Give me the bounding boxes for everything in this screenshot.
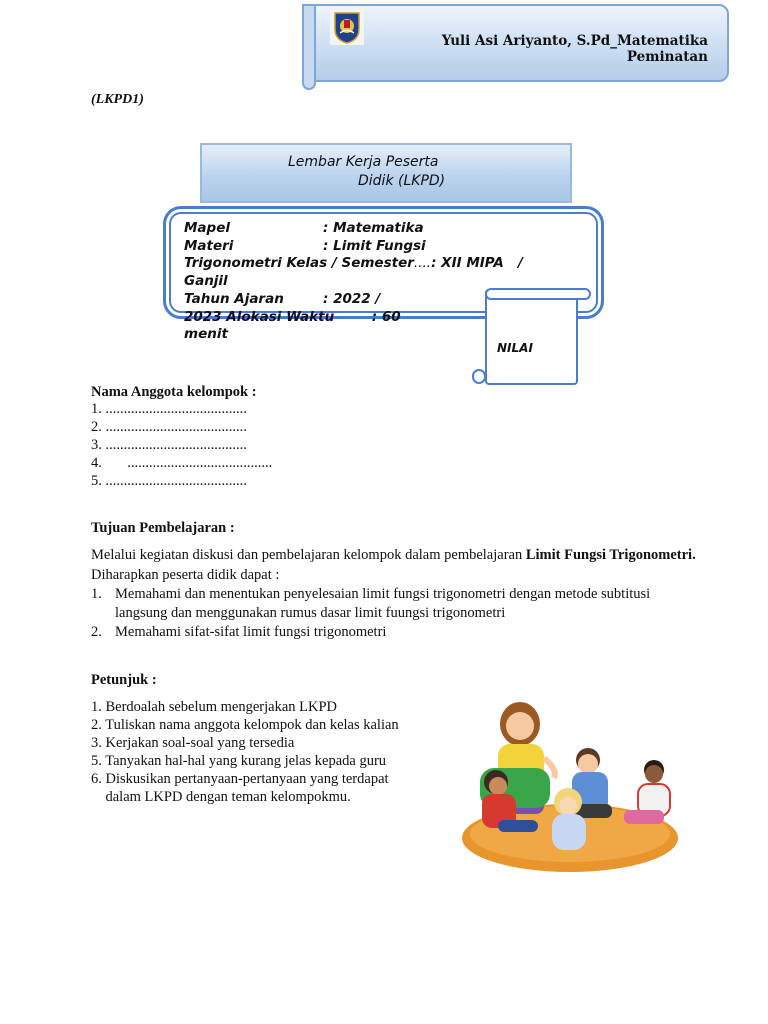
school-crest-logo [330, 9, 364, 45]
objective-text-2: Memahami sifat-sifat limit fungsi trigonometri [115, 624, 387, 640]
header-author [380, 33, 708, 65]
info-row-materi: Materi : Limit Fungsi [184, 237, 426, 254]
info-materi-label: Materi [184, 237, 234, 254]
objectives-intro-bold: Limit Fungsi Trigonometri. [525, 547, 696, 563]
instruction-item-1: 1. Berdoalah sebelum mengerjakan LKPD [91, 699, 338, 715]
info-row-ganjil: Ganjil [184, 273, 228, 290]
info-row-kelas: Trigonometri Kelas / Semester....: XII MIPA / [184, 255, 523, 272]
info-row-tahun: Tahun Ajaran : 2022 / [184, 290, 381, 307]
member-line-1[interactable]: 1. ....................................... [91, 401, 247, 417]
instruction-item-3: 3. Kerjakan soal-soal yang tersedia [91, 735, 295, 751]
member-line-4[interactable]: 4. ........................................ [91, 455, 273, 471]
author-name: Yuli Asi Ariyanto, S.Pd_Matematika [441, 33, 708, 49]
objective-item-1 [91, 585, 701, 623]
lkpd-code-label: (LKPD1) [91, 92, 144, 107]
instruction-item-5: 5. Tanyakan hal-hal yang kurang jelas kepada guru [91, 753, 387, 769]
title-line-1: Lembar Kerja Peserta [288, 154, 439, 170]
instruction-item-6: 6. Diskusikan pertanyaan-pertanyaan yang terdapat [91, 771, 389, 787]
info-row-menit: menit [184, 326, 228, 343]
info-row-alokasi: 2023 Alokasi Waktu : 60 [184, 308, 401, 325]
objectives-intro-a: Melalui kegiatan diskusi dan pembelajaran kelompok dalam pembelajaran [91, 547, 526, 563]
objective-num-2: 2. [91, 624, 102, 640]
member-line-5[interactable]: 5. ....................................... [91, 473, 247, 489]
nilai-scroll-curl-top [485, 288, 591, 300]
author-subject: Peminatan [626, 49, 708, 65]
nilai-scroll-curl-bottom [472, 369, 486, 384]
nilai-label: NILAI [497, 341, 533, 355]
page-title [250, 153, 530, 191]
title-line-2: Didik (LKPD) [358, 173, 446, 189]
objectives-heading: Tujuan Pembelajaran : [91, 520, 235, 536]
info-tahun-label: Tahun Ajaran [184, 290, 284, 307]
member-line-2[interactable]: 2. ....................................... [91, 419, 247, 435]
member-line-3[interactable]: 3. ....................................... [91, 437, 247, 453]
objective-num-1: 1. [91, 586, 102, 602]
info-mapel-label: Mapel [184, 220, 230, 236]
members-heading: Nama Anggota kelompok : [91, 384, 257, 400]
instruction-item-2: 2. Tuliskan nama anggota kelompok dan kelas kalian [91, 717, 399, 733]
info-row-mapel: Mapel : Matematika [184, 220, 424, 236]
header-banner-curl [302, 4, 316, 90]
objectives-intro-b: Diharapkan peserta didik dapat : [91, 566, 280, 583]
instruction-item-6-cont: dalam LKPD dengan teman kelompokmu. [91, 789, 351, 805]
nilai-box [485, 289, 578, 385]
objective-item-2 [91, 623, 701, 642]
instructions-heading: Petunjuk : [91, 672, 157, 688]
objectives-intro [91, 546, 701, 585]
objective-text-1: Memahami dan menentukan penyelesaian limit fungsi trigonometri dengan metode subtitusi langsung dan menggunakan rumus dasar limit fuungsi trigonometri [115, 586, 651, 621]
group-discussion-illustration [458, 698, 678, 876]
